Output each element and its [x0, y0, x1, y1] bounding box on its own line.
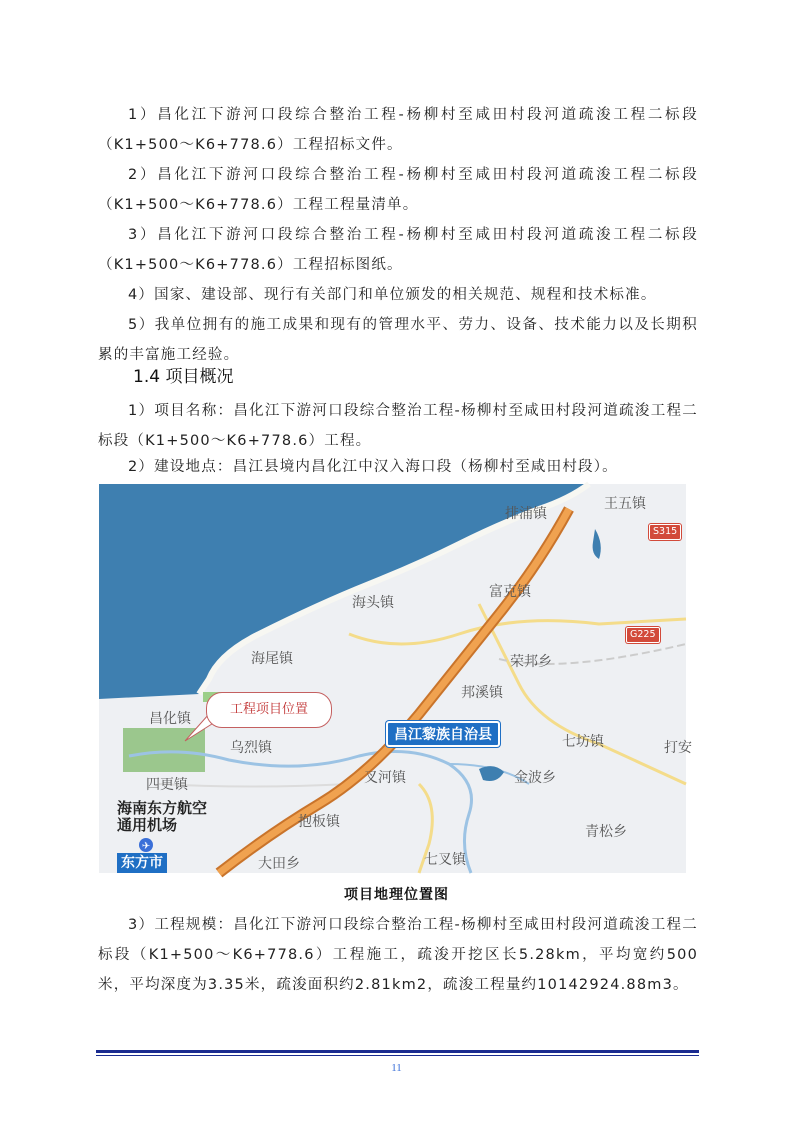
basis-item-1: 1）昌化江下游河口段综合整治工程-杨柳村至咸田村段河道疏浚工程二标段（K1+500～K6+778.6）工程招标文件。: [98, 107, 698, 153]
place-label: 抱板镇: [298, 814, 340, 830]
city-label: 东方市: [117, 853, 167, 873]
basis-item-5: 5）我单位拥有的施工成果和现有的管理水平、劳力、设备、技术能力以及长期积累的丰富施工经验。: [98, 317, 698, 363]
location-map: [99, 484, 692, 873]
place-label: 海头镇: [352, 595, 394, 611]
place-label: 邦溪镇: [461, 685, 503, 701]
place-label: 金波乡: [514, 770, 556, 786]
overview-name: 1）项目名称：昌化江下游河口段综合整治工程-杨柳村至咸田村段河道疏浚工程二标段（K1+500～K6+778.6）工程。: [98, 403, 698, 449]
overview-scale: 3）工程规模：昌化江下游河口段综合整治工程-杨柳村至咸田村段河道疏浚工程二标段（K1+500～K6+778.6）工程施工，疏浚开挖区长5.28km，平均宽约500米，平均深度为3.35米，疏浚面积约2.81km2，疏浚工程量约10142924.88m3。: [98, 917, 698, 993]
place-label: 七叉镇: [424, 852, 466, 868]
basis-item-3: 3）昌化江下游河口段综合整治工程-杨柳村至咸田村段河道疏浚工程二标段（K1+500～K6+778.6）工程招标图纸。: [98, 227, 698, 273]
overview-location: 2）建设地点：昌江县境内昌化江中汉入海口段（杨柳村至咸田村段）。: [128, 459, 618, 475]
place-label: 王五镇: [604, 496, 646, 512]
place-label: 富克镇: [489, 584, 531, 600]
place-label: 七坊镇: [562, 734, 604, 750]
place-label: 大田乡: [258, 856, 300, 872]
county-label: 昌江黎族自治县: [386, 721, 500, 747]
basis-item-4: 4）国家、建设部、现行有关部门和单位颁发的相关规范、规程和技术标准。: [128, 287, 657, 303]
basis-item-2: 2）昌化江下游河口段综合整治工程-杨柳村至咸田村段河道疏浚工程二标段（K1+500～K6+778.6）工程工程量清单。: [98, 167, 698, 213]
project-location-callout: 工程项目位置: [206, 692, 332, 728]
place-label: 四更镇: [146, 777, 188, 793]
figure-caption: 项目地理位置图: [344, 887, 449, 903]
road-shield: S315: [649, 524, 681, 540]
road-shield: G225: [626, 627, 660, 643]
place-label: 排浦镇: [505, 506, 547, 522]
page-number: 11: [391, 1062, 402, 1074]
svg-text:✈: ✈: [141, 841, 151, 852]
place-label: 乌烈镇: [230, 740, 272, 756]
place-label: 青松乡: [585, 824, 627, 840]
place-label: 叉河镇: [364, 770, 406, 786]
footer-rule-thick: [96, 1050, 699, 1053]
airport-label: 海南东方航空 通用机场: [117, 799, 208, 834]
place-label: 荣邦乡: [510, 654, 552, 670]
section-heading: 1.4 项目概况: [133, 367, 234, 387]
footer-rule-thin: [96, 1055, 699, 1056]
place-label: 昌化镇: [149, 711, 191, 727]
place-label: 海尾镇: [251, 651, 293, 667]
place-label: 打安: [664, 740, 692, 756]
